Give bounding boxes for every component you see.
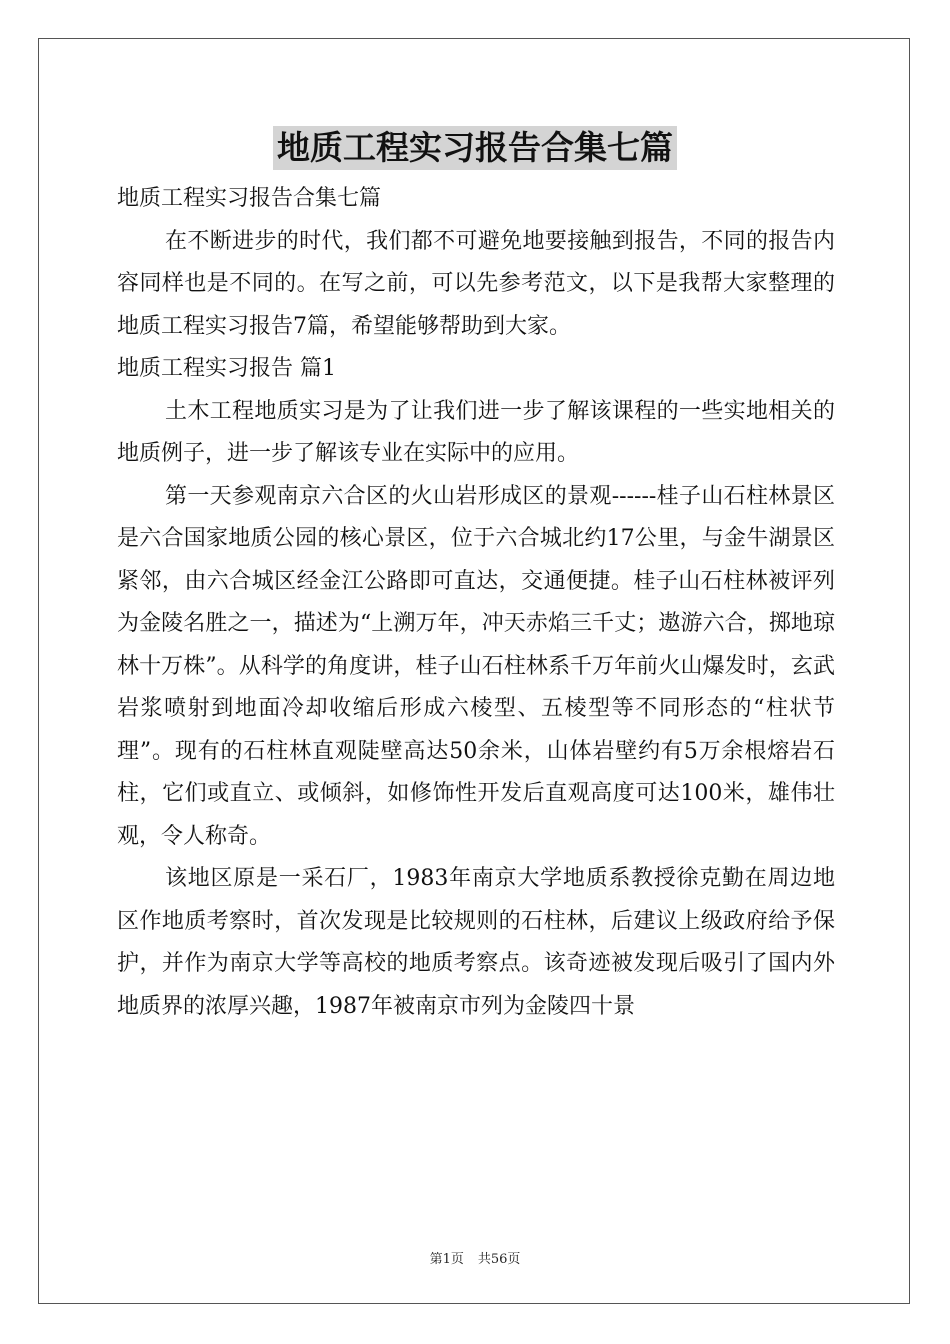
body-paragraph: 土木工程地质实习是为了让我们进一步了解该课程的一些实地相关的地质例子，进一步了解该专业在实际中的应用。 (117, 398, 835, 466)
document-body (117, 178, 835, 1028)
page-footer (0, 1248, 950, 1267)
document-subtitle: 地质工程实习报告合集七篇 (117, 186, 382, 211)
body-paragraph: 在不断进步的时代，我们都不可避免地要接触到报告，不同的报告内容同样也是不同的。在写之前，可以先参考范文，以下是我帮大家整理的地质工程实习报告7篇，希望能够帮助到大家。 (117, 228, 835, 339)
body-paragraph: 第一天参观南京六合区的火山岩形成区的景观------桂子山石柱林景区是六合国家地质公园的核心景区，位于六合城北约17公里，与金牛湖景区紧邻，由六合城区经金江公路即可直达，交通便捷。桂子山石柱林被评列为金陵名胜之一，描述为“上溯万年，冲天赤焰三千丈；遨游六合，掷地琼林十万株”。从科学的角度讲，桂子山石柱林系千万年前火山爆发时，玄武岩浆喷射到地面冷却收缩后形成六棱型、五棱型等不同形态的“柱状节理”。现有的石柱林直观陡壁高达50余米，山体岩壁约有5万余根熔岩石柱，它们或直立、或倾斜，如修饰性开发后直观高度可达100米，雄伟壮观，令人称奇。 (117, 483, 835, 849)
page-number: 第1页 (429, 1252, 464, 1267)
document-title: 地质工程实习报告合集七篇 (273, 126, 677, 170)
title-area (0, 126, 950, 170)
page-total: 共56页 (477, 1252, 521, 1267)
section-heading: 地质工程实习报告 篇1 (117, 356, 336, 381)
body-paragraph: 该地区原是一采石厂，1983年南京大学地质系教授徐克勤在周边地区作地质考察时，首次发现是比较规则的石柱林，后建议上级政府给予保护，并作为南京大学等高校的地质考察点。该奇迹被发现后吸引了国内外地质界的浓厚兴趣，1987年被南京市列为金陵四十景 (117, 866, 835, 1019)
